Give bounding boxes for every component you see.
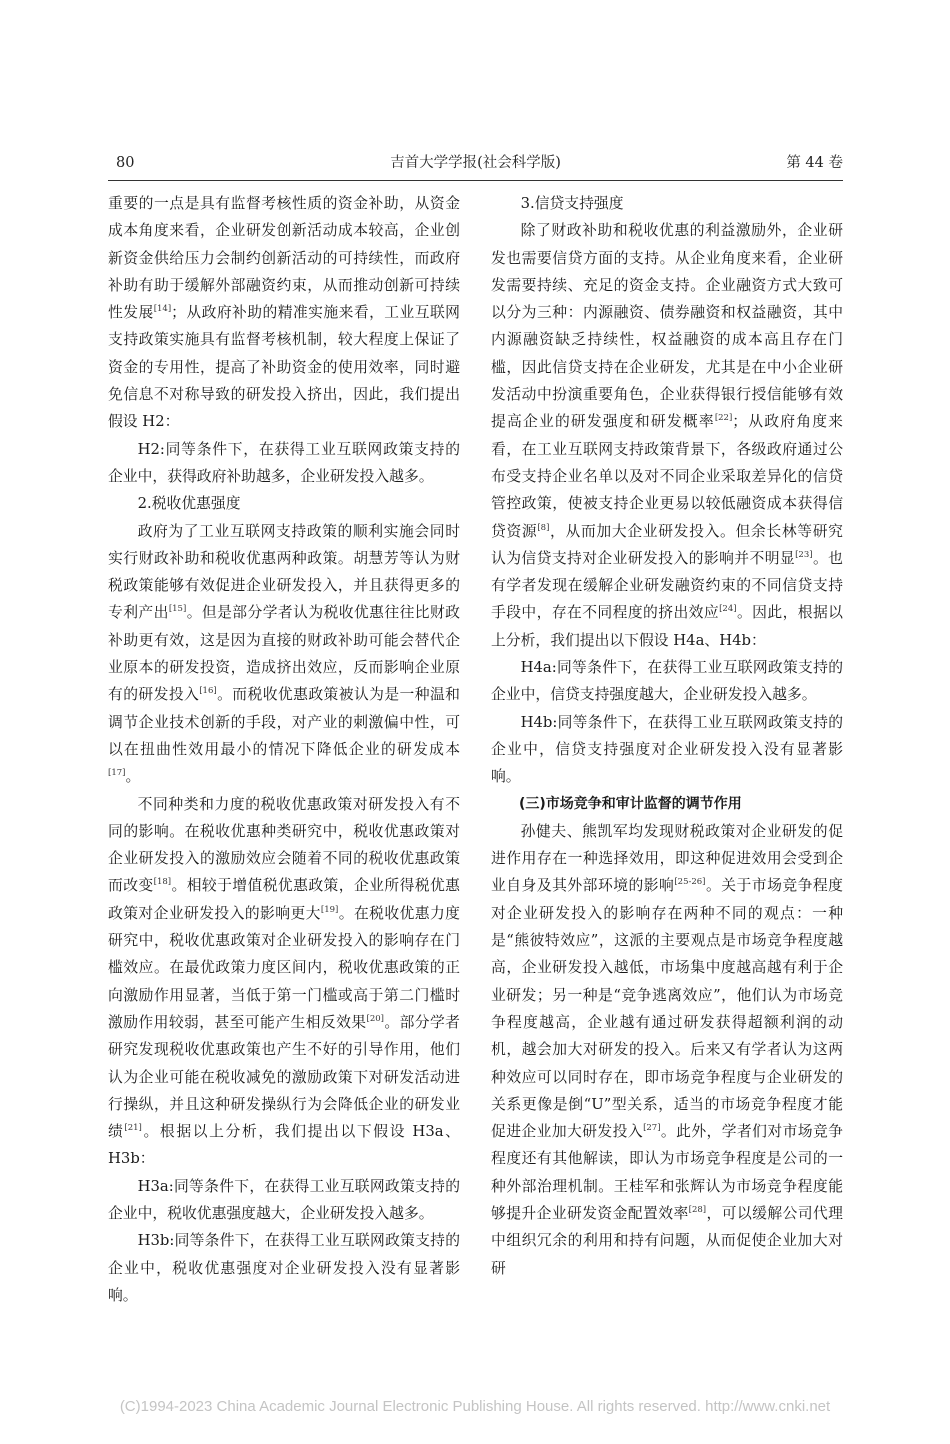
citation-marker: [24] (719, 604, 737, 615)
citation-marker: [18] (153, 877, 172, 888)
text-run: 政府为了工业互联网支持政策的顺利实施会同时实行财政补助和税收优惠两种政策。胡慧芳等认为财税政策能够有效促进企业研发投入，并且获得更多的专利产出 (108, 522, 460, 622)
text-run: 。关于市场竞争程度对企业研发投入的影响存在两种不同的观点：一种是“熊彼特效应”，这派的主要观点是市场竞争程度越高，企业研发投入越低，市场集中度越高越有利于企业研发；另一种是“竞争逃离效应”，他们认为市场竞争程度越高，企业越有通过研发获得超额利润的动机，越会加大对研发的投入。后来又有学者认为这两种效应可以同时存在，即市场竞争程度与企业研发的关系更像是倒“U”型关系，适当的市场竞争程度才能促进企业加大研发投入 (491, 877, 843, 1141)
text-run: 。而税收优惠政策被认为是一种温和调节企业技术创新的手段，对产业的刺激偏中性，可以在扭曲性效用最小的情况下降低企业的研发成本 (108, 686, 460, 758)
page-number: 80 (116, 155, 135, 171)
hypothesis (108, 436, 460, 491)
text-run: 。相较于增值税优惠政策，企业所得税优惠政策对企业研发投入的影响更大 (108, 877, 460, 922)
citation-marker: [15] (168, 604, 187, 615)
paragraph (108, 791, 460, 1173)
paragraph (491, 217, 843, 654)
text-run: 。根据以上分析，我们提出以下假设 H3a、H3b： (108, 1123, 460, 1168)
text-run: H3a:同等条件下，在获得工业互联网政策支持的企业中，税收优惠强度越大，企业研发投入越多。 (108, 1177, 460, 1222)
text-run: 除了财政补助和税收优惠的利益激励外，企业研发也需要信贷方面的支持。从企业角度来看，企业研发需要持续、充足的资金支持。企业融资方式大致可以分为三种：内源融资、债券融资和权益融资，其中内源融资缺乏持续性，权益融资的成本高且存在门槛，因此信贷支持在企业研发，尤其是在中小企业研发活动中扮演重要角色，企业获得银行授信能够有效提高企业的研发强度和研发概率 (491, 222, 843, 431)
text-run: 。在税收优惠力度研究中，税收优惠政策对企业研发投入的影响存在门槛效应。在最优政策力度区间内，税收优惠政策的正向激励作用显著，当低于第一门槛或高于第二门槛时激励作用较弱，甚至可能产生相反效果 (108, 904, 460, 1031)
journal-title: 吉首大学学报(社会科学版) (390, 155, 561, 171)
text-run: 。此外，学者们对市场竞争程度还有其他解读，即认为市场竞争程度是公司的一种外部治理机制。王桂军和张辉认为市场竞争程度能够提升企业研发资金配置效率 (491, 1123, 843, 1222)
citation-marker: [25-26] (674, 877, 706, 888)
hypothesis (491, 654, 843, 709)
text-run: (三)市场竞争和审计监督的调节作用 (519, 795, 742, 812)
citation-marker: [20] (366, 1013, 384, 1024)
text-run: 2.税收优惠强度 (137, 495, 241, 513)
text-run: ，从而加大企业研发投入。但余长林等研究认为信贷支持对企业研发投入的影响并不明显 (491, 522, 843, 567)
text-run: 。但是部分学者认为税收优惠往往比财政补助更有效，这是因为直接的财政补助可能会替代企业原本的研发投资，造成挤出效应，反而影响企业原有的研发投入 (108, 604, 460, 704)
text-run: H3b:同等条件下，在获得工业互联网政策支持的企业中，税收优惠强度对企业研发投入没有显著影响。 (108, 1232, 460, 1304)
text-run: H4b:同等条件下，在获得工业互联网政策支持的企业中，信贷支持强度对企业研发投入没有显著影响。 (491, 713, 843, 786)
text-run: H2:同等条件下，在获得工业互联网政策支持的企业中，获得政府补助越多，企业研发投入越多。 (108, 440, 460, 485)
right-column (491, 190, 843, 1282)
text-run: 3.信贷支持强度 (520, 195, 624, 212)
paragraph-continued (108, 190, 460, 436)
citation-marker: [17] (108, 768, 126, 779)
citation-marker: [19] (320, 904, 339, 915)
volume-label: 第 44 卷 (786, 155, 843, 171)
section-heading (491, 791, 843, 818)
text-run: 。 (125, 768, 141, 786)
text-run: ；从政府角度来看，在工业互联网支持政策背景下，各级政府通过公布受支持企业名单以及对不同企业采取差异化的信贷管控政策，使被支持企业更易以较低融资成本获得信贷资源 (491, 413, 843, 540)
citation-marker: [21] (124, 1123, 142, 1134)
hypothesis (491, 709, 843, 791)
paragraph (108, 518, 460, 791)
hypothesis (108, 1227, 460, 1309)
subsection-heading (108, 490, 460, 517)
hypothesis (108, 1173, 460, 1228)
text-run: 孙健夫、熊凯军均发现财税政策对企业研发的促进作用存在一种选择效用，即这种促进效用会受到企业自身及其外部环境的影响 (491, 822, 843, 895)
citation-marker: [22] (714, 413, 733, 424)
text-run: 重要的一点是具有监督考核性质的资金补助，从资金成本角度来看，企业研发创新活动成本较高，企业创新资金供给压力会制约创新活动的可持续性，而政府补助有助于缓解外部融资约束，从而推动创新可持续性发展 (108, 195, 460, 322)
text-run: 。因此，根据以上分析，我们提出以下假设 H4a、H4b： (491, 604, 843, 649)
citation-marker: [28] (688, 1204, 707, 1215)
citation-marker: [14] (153, 304, 172, 315)
running-header (108, 152, 843, 174)
text-run: ，可以缓解公司代理中组织冗余的利用和持有问题，从而促使企业加大对研 (491, 1204, 843, 1277)
citation-marker: [27] (643, 1123, 661, 1134)
citation-marker: [8] (537, 522, 550, 533)
text-run: 不同种类和力度的税收优惠政策对研发投入有不同的影响。在税收优惠种类研究中，税收优惠政策对企业研发投入的激励效应会随着不同的税收优惠政策而改变 (108, 795, 460, 895)
citation-marker: [23] (795, 549, 813, 560)
text-run: 。也有学者发现在缓解企业研发融资约束的不同信贷支持手段中，存在不同程度的挤出效应 (491, 549, 843, 622)
citation-marker: [16] (199, 686, 217, 697)
paragraph (491, 818, 843, 1282)
text-run: 。部分学者研究发现税收优惠政策也产生不好的引导作用，他们认为企业可能在税收减免的激励政策下对研发活动进行操纵，并且这种研发操纵行为会降低企业的研发业绩 (108, 1013, 460, 1141)
subsection-heading (491, 190, 843, 217)
text-run: ；从政府补助的精准实施来看，工业互联网支持政策实施具有监督考核机制，较大程度上保证了资金的专用性，提高了补助资金的使用效率，同时避免信息不对称导致的研发投入挤出，因此，我们提出假设 H2： (108, 304, 460, 431)
left-column (108, 190, 460, 1309)
copyright-footer: (C)1994-2023 China Academic Journal Electronic Publishing House. All rights reserved. http://www.cnki.net (119, 1398, 831, 1415)
header-rule (108, 180, 843, 181)
text-run: H4a:同等条件下，在获得工业互联网政策支持的企业中，信贷支持强度越大，企业研发投入越多。 (491, 659, 843, 704)
